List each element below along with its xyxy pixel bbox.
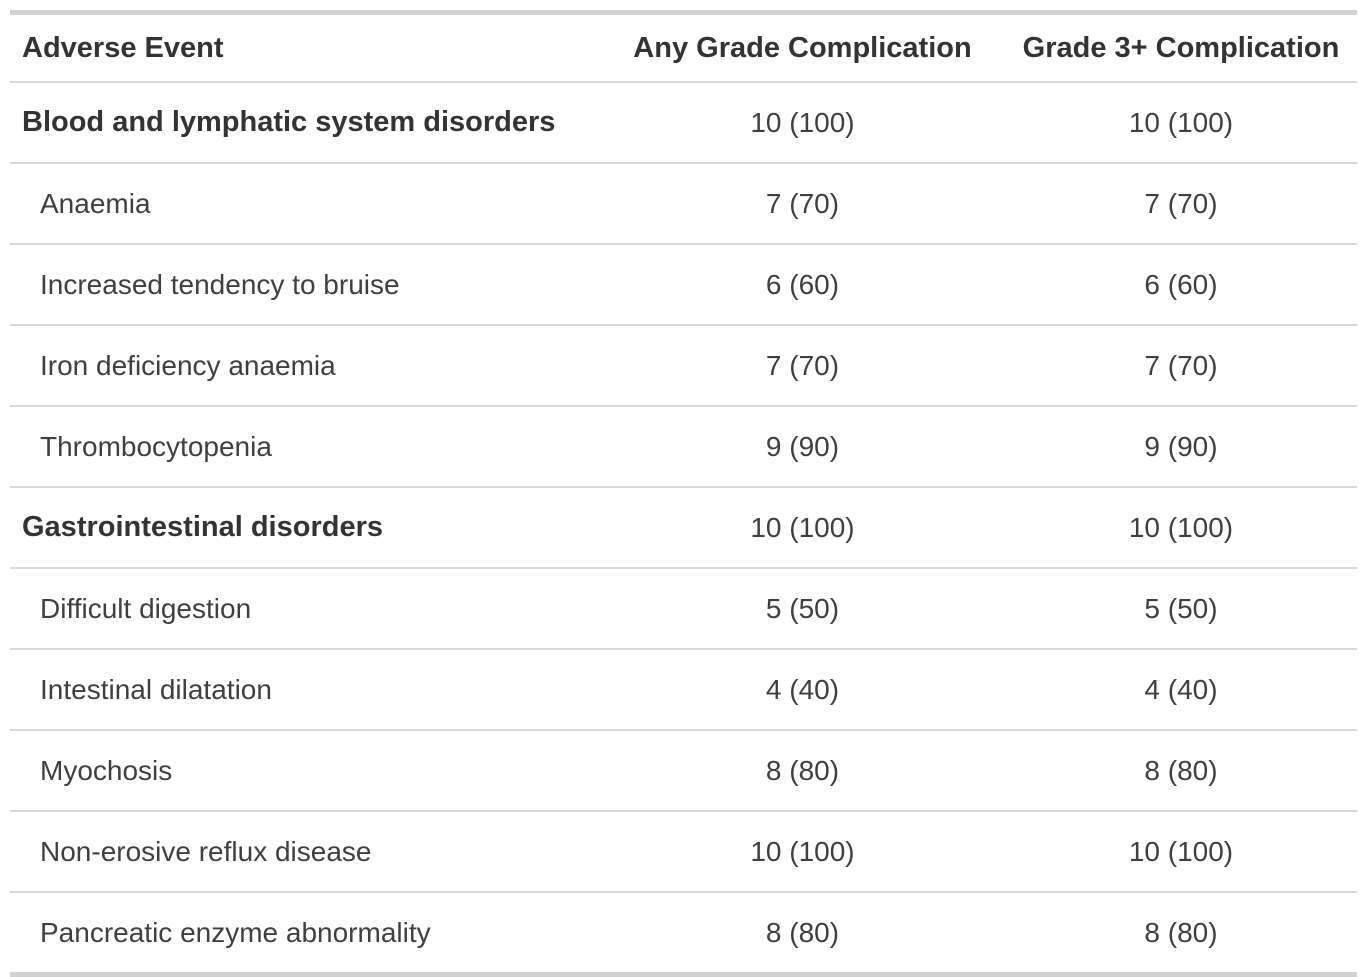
grade3plus-value: 4 (40) — [1005, 649, 1357, 730]
table-body — [10, 82, 1357, 975]
any-grade-value: 10 (100) — [600, 82, 1005, 163]
any-grade-value: 6 (60) — [600, 244, 1005, 325]
adverse-event-label: Pancreatic enzyme abnormality — [40, 916, 431, 948]
any-grade-value: 4 (40) — [600, 649, 1005, 730]
grade3plus-value: 10 (100) — [1005, 811, 1357, 892]
adverse-event-label: Gastrointestinal disorders — [10, 487, 600, 568]
table-row — [10, 163, 1357, 244]
adverse-event-label: Non-erosive reflux disease — [10, 811, 600, 892]
table-row — [10, 244, 1357, 325]
grade3plus-value: 5 (50) — [1005, 568, 1357, 649]
adverse-events-table-container — [10, 10, 1357, 977]
any-grade-value: 8 (80) — [600, 730, 1005, 811]
grade3plus-value: 7 (70) — [1005, 325, 1357, 406]
table-row — [10, 487, 1357, 568]
table-row — [10, 811, 1357, 892]
table-row — [10, 649, 1357, 730]
any-grade-value: 5 (50) — [600, 568, 1005, 649]
table-header — [10, 13, 1357, 83]
any-grade-value: 10 (100) — [600, 811, 1005, 892]
table-row — [10, 325, 1357, 406]
adverse-event-label: Blood and lymphatic system disorders — [10, 82, 600, 163]
table-row — [10, 568, 1357, 649]
grade3plus-value: 7 (70) — [1005, 163, 1357, 244]
any-grade-value: 10 (100) — [600, 487, 1005, 568]
any-grade-value: 7 (70) — [600, 163, 1005, 244]
grade3plus-value: 10 (100) — [1005, 487, 1357, 568]
grade3plus-value: 6 (60) — [1005, 244, 1357, 325]
table-row — [10, 730, 1357, 811]
grade3plus-value: 8 (80) — [1144, 916, 1218, 948]
adverse-event-label: Thrombocytopenia — [10, 406, 600, 487]
table-row — [10, 892, 1357, 975]
table-row — [10, 406, 1357, 487]
table-row — [10, 82, 1357, 163]
adverse-event-label: Increased tendency to bruise — [10, 244, 600, 325]
any-grade-value: 9 (90) — [600, 406, 1005, 487]
column-header-any-grade: Any Grade Complication — [600, 13, 1005, 83]
column-header-grade3plus: Grade 3+ Complication — [1005, 13, 1357, 83]
grade3plus-value: 9 (90) — [1005, 406, 1357, 487]
grade3plus-value: 8 (80) — [1005, 730, 1357, 811]
adverse-events-table — [10, 10, 1357, 977]
adverse-event-label: Intestinal dilatation — [10, 649, 600, 730]
header-row — [10, 13, 1357, 83]
any-grade-value: 7 (70) — [600, 325, 1005, 406]
grade3plus-value: 10 (100) — [1005, 82, 1357, 163]
column-header-adverse-event: Adverse Event — [10, 13, 600, 83]
any-grade-value: 8 (80) — [765, 916, 840, 948]
adverse-event-label: Myochosis — [10, 730, 600, 811]
adverse-event-label: Anaemia — [10, 163, 600, 244]
adverse-event-label: Iron deficiency anaemia — [10, 325, 600, 406]
adverse-event-label: Difficult digestion — [10, 568, 600, 649]
